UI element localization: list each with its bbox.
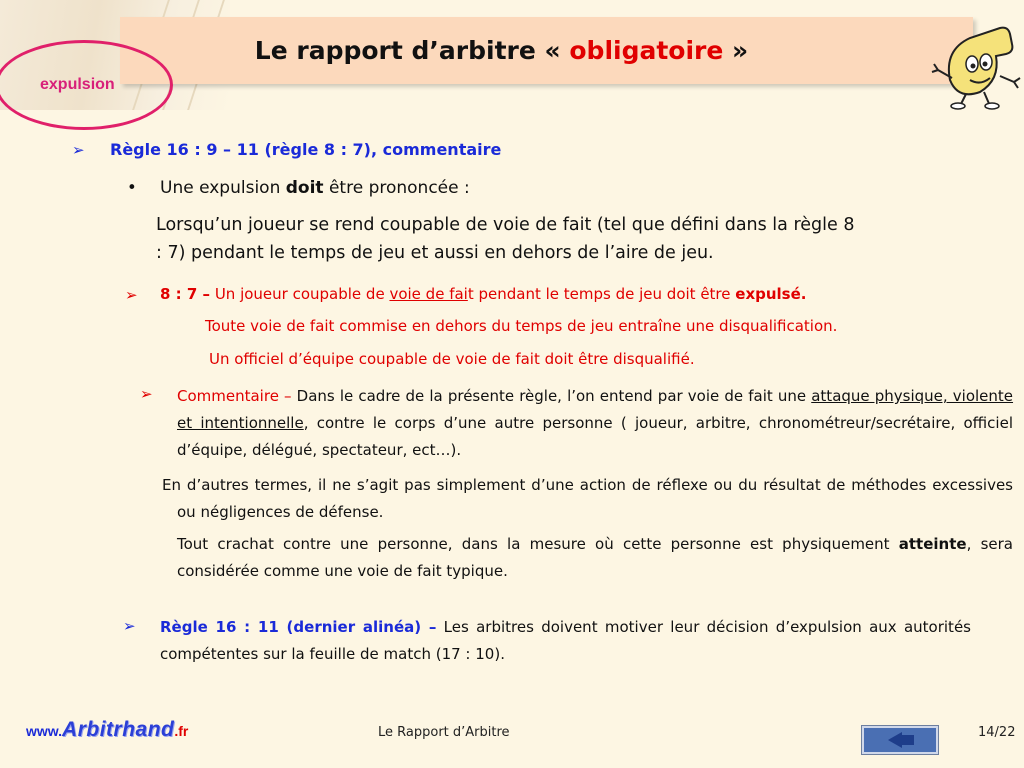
rule-heading: Règle 16 : 9 – 11 (règle 8 : 7), commentaire <box>110 140 502 159</box>
rule-16-11-paragraph: Règle 16 : 11 (dernier alinéa) – Les arbitres doivent motiver leur décision d’expulsion aux autorités compétentes sur la feuille de match (17 : 10). <box>160 618 971 663</box>
whistle-mascot-icon <box>930 20 1022 110</box>
title-highlight: obligatoire <box>569 36 724 65</box>
arrow-bullet-icon: ➢ <box>72 141 85 159</box>
autres-termes-paragraph: En d’autres termes, il ne s’agit pas simplement d’une action de réflexe ou du résultat de méthodes excessives ou négligences de défense. <box>162 476 1013 521</box>
title-banner <box>120 17 973 84</box>
page-number: 14/22 <box>978 725 1016 740</box>
page-title: Le rapport d’arbitre « obligatoire » <box>254 36 749 65</box>
arbitrhand-logo[interactable]: www.Arbitrhand.fr <box>26 718 189 741</box>
disqualification-line: Toute voie de fait commise en dehors du temps de jeu entraîne une disqualification. <box>205 317 838 335</box>
back-arrow-icon <box>880 730 920 750</box>
back-button[interactable] <box>862 726 938 754</box>
bullet-text: Une expulsion doit être prononcée : <box>160 178 470 198</box>
paragraph-voie-de-fait: Lorsqu’un joueur se rend coupable de voie de fait (tel que défini dans la règle 8 : 7) pendant le temps de jeu et aussi en dehors de l’aire de jeu. <box>156 215 855 263</box>
commentaire-paragraph: Commentaire – Dans le cadre de la présente règle, l’on entend par voie de fait une attaque physique, violente et intentionnelle, contre le corps d’une autre personne ( joueur, arbitre, chronométreur/secrétaire, officiel d’équipe, délégué, spectateur, ect…). <box>177 387 1014 459</box>
bullet-dot: • <box>127 178 137 197</box>
crachat-paragraph: Tout crachat contre une personne, dans la mesure où cette personne est physiquement atteinte, sera considérée comme une voie de fait typique. <box>177 535 1013 580</box>
arrow-bullet-icon: ➢ <box>123 617 136 635</box>
expulsion-label: expulsion <box>40 76 115 93</box>
official-disqualification-line: Un officiel d’équipe coupable de voie de fait doit être disqualifié. <box>209 350 695 368</box>
footer-title: Le Rapport d’Arbitre <box>378 725 510 740</box>
arrow-bullet-icon: ➢ <box>125 286 138 304</box>
arrow-bullet-icon: ➢ <box>140 385 153 403</box>
rule-8-7-text: 8 : 7 – Un joueur coupable de voie de fait pendant le temps de jeu doit être expulsé. <box>160 285 807 303</box>
